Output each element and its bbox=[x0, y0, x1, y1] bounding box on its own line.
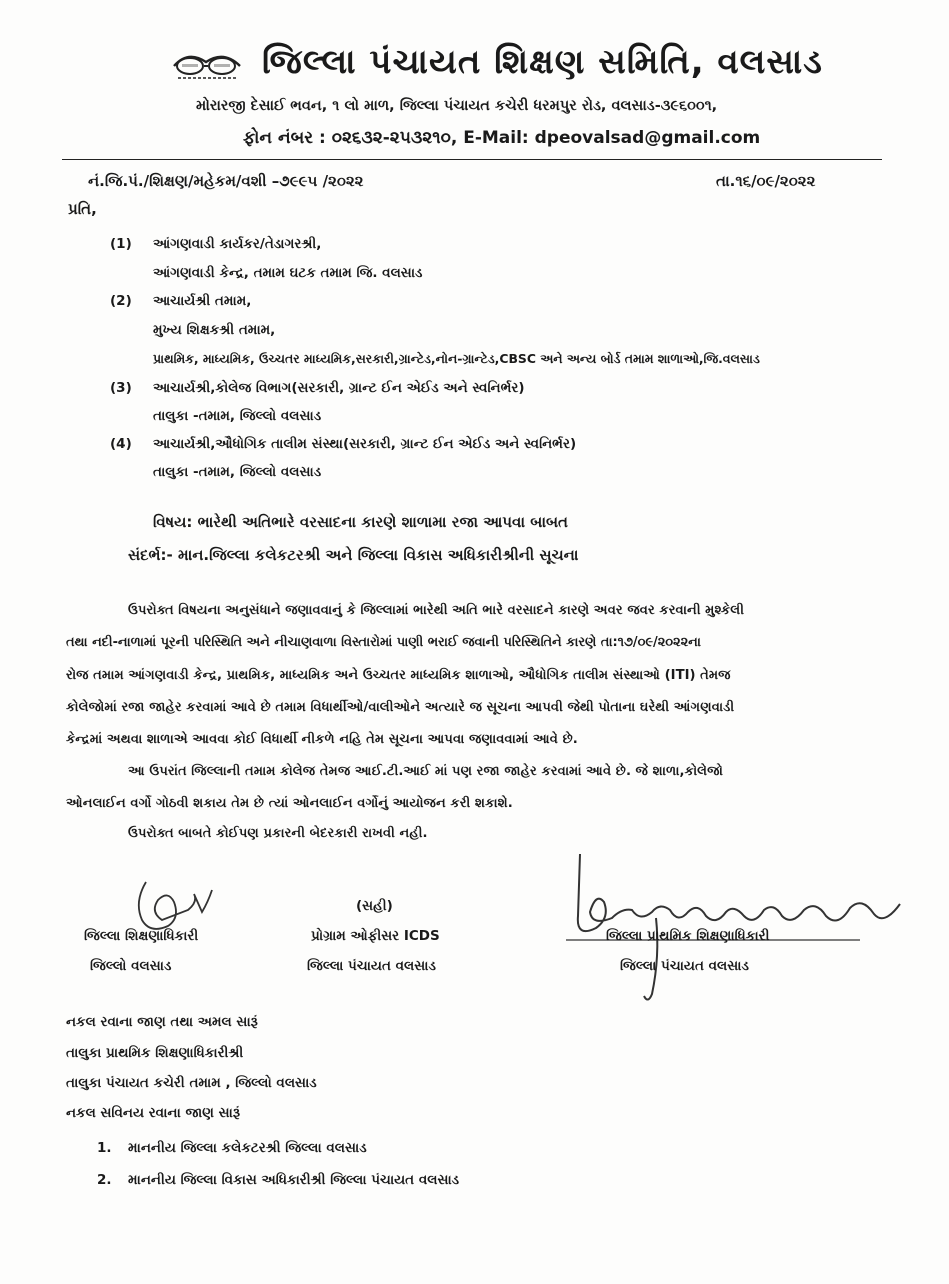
recipient-2-line3: પ્રાથમિક, માધ્યમિક, ઉચ્ચતર માધ્યમિક,સરકારી,ગ્રાન્ટેડ,નોન-ગ્રાન્ટેડ,CBSC અને અન્ય બોર્ડ તમામ શાળાઓ,જિ.વલસાડ bbox=[153, 351, 760, 366]
subject-line: વિષય: ભારેથી અતિભારે વરસાદના કારણે શાળામા રજા આપવા બાબત bbox=[153, 513, 568, 531]
header-divider bbox=[62, 159, 882, 160]
letter-date: તા.૧૬/૦૯/૨૦૨૨ bbox=[716, 172, 816, 190]
phone-number: ફોન નંબર : ૦૨૬૩૨-૨૫૩૨૧૦, bbox=[243, 128, 458, 148]
recipient-3-number: (3) bbox=[110, 380, 132, 396]
middle-signatory-place: જિલ્લા પંચાયત વલસાડ bbox=[307, 958, 436, 974]
recipient-4-line1: આચાર્યશ્રી,ઔધોગિક તાલીમ સંસ્થા(સરકારી, ગ્રાન્ટ ઈન એઈડ અને સ્વનિર્ભર) bbox=[153, 436, 577, 452]
paragraph-1-line-3: રોજ તમામ આંગણવાડી કેન્દ્ર, પ્રાથમિક, માધ્યમિક અને ઉચ્ચતર માધ્યમિક શાળાઓ, ઔધોગિક તાલીમ સંસ્થાઓ (ITI) તેમજ bbox=[66, 668, 731, 683]
recipient-4-number: (4) bbox=[110, 436, 132, 452]
paragraph-2-line-1: આ ઉપરાંત જિલ્લાની તમામ કોલેજ તેમજ આઈ.ટી.આઈ માં પણ રજા જાહેર કરવામાં આવે છે. જે શાળા,કોલેજો bbox=[128, 764, 723, 779]
copy-line-3: તાલુકા પંચાયત કચેરી તમામ , જિલ્લો વલસાડ bbox=[66, 1075, 317, 1091]
office-title: જિલ્લા પંચાયત શિક્ષણ સમિતિ, વલસાડ bbox=[262, 42, 823, 82]
copy-item-1-text: માનનીય જિલ્લા કલેકટરશ્રી જિલ્લા વલસાડ bbox=[128, 1140, 367, 1156]
paragraph-1-line-4: કોલેજોમાં રજા જાહેર કરવામાં આવે છે તમામ વિધાર્થીઓ/વાલીઓને અત્યારે જ સૂચના આપવી જેથી પોતાના ઘરેથી આંગણવાડી bbox=[66, 700, 735, 715]
right-signatory-title: જિલ્લા પ્રાથમિક શિક્ષણાધિકારી bbox=[606, 928, 770, 944]
recipient-3-line2: તાલુકા -તમામ, જિલ્લો વલસાડ bbox=[153, 408, 322, 424]
copy-item-1-number: 1. bbox=[97, 1140, 112, 1156]
recipient-1-line1: આંગણવાડી કાર્યકર/તેડાગરશ્રી, bbox=[153, 236, 322, 252]
emblem-logo bbox=[168, 44, 246, 84]
copy-line-4: નકલ સવિનય રવાના જાણ સારૂં bbox=[66, 1105, 241, 1121]
left-signatory-place: જિલ્લો વલસાડ bbox=[90, 958, 172, 974]
copy-line-1: નકલ રવાના જાણ તથા અમલ સારૂં bbox=[66, 1014, 258, 1030]
email-address: E-Mail: dpeovalsad@gmail.com bbox=[463, 128, 761, 148]
middle-signatory-title: પ્રોગ્રામ ઓફીસર ICDS bbox=[311, 928, 440, 944]
to-label: પ્રતિ, bbox=[68, 200, 97, 218]
right-signatory-place: જિલ્લા પંચાયત વલસાડ bbox=[620, 958, 749, 974]
office-address: મોરારજી દેસાઈ ભવન, ૧ લો માળ, જિલ્લા પંચાયત કચેરી ધરમપુર રોડ, વલસાડ-૩૯૬૦૦૧, bbox=[196, 98, 718, 114]
reference-line: સંદર્ભ:- માન.જિલ્લા કલેકટરશ્રી અને જિલ્લા વિકાસ અધિકારીશ્રીની સૂચના bbox=[128, 546, 579, 564]
paragraph-1-line-5: કેન્દ્રમાં અથવા શાળાએ આવવા કોઈ વિધાર્થી નીકળે નહિ તેમ સૂચના આપવા જણાવવામાં આવે છે. bbox=[66, 732, 578, 747]
recipient-3-line1: આચાર્યશ્રી,કોલેજ વિભાગ(સરકારી, ગ્રાન્ટ ઈન એઈડ અને સ્વનિર્ભર) bbox=[153, 380, 525, 396]
copy-item-2-text: માનનીય જિલ્લા વિકાસ અધિકારીશ્રી જિલ્લા પંચાયત વલસાડ bbox=[128, 1172, 460, 1188]
primary-education-officer-signature bbox=[560, 846, 910, 1006]
recipient-4-line2: તાલુકા -તમામ, જિલ્લો વલસાડ bbox=[153, 464, 322, 480]
paragraph-2-line-2: ઓનલાઈન વર્ગો ગોઠવી શકાય તેમ છે ત્યાં ઓનલાઈન વર્ગોનું આયોજન કરી શકાશે. bbox=[66, 796, 513, 811]
office-phone bbox=[243, 128, 760, 148]
recipient-2-line2: મુખ્ય શિક્ષકશ્રી તમામ, bbox=[153, 322, 276, 338]
recipient-1-line2: આંગણવાડી કેન્દ્ર, તમામ ઘટક તમામ જિ. વલસાડ bbox=[153, 265, 423, 281]
left-signatory-title: જિલ્લા શિક્ષણાધિકારી bbox=[84, 928, 199, 944]
copy-line-2: તાલુકા પ્રાથમિક શિક્ષણાધિકારીશ્રી bbox=[66, 1045, 244, 1061]
paragraph-1-line-1: ઉપરોક્ત વિષયના અનુસંધાને જણાવવાનું કે જિલ્લામાં ભારેથી અતિ ભારે વરસાદને કારણે અવર જવર કરવાની મુશ્કેલી bbox=[128, 603, 744, 618]
middle-signed-mark: (સહી) bbox=[356, 898, 393, 914]
paragraph-1-line-2: તથા નદી-નાળામાં પૂરની પરિસ્થિતિ અને નીચાણવાળા વિસ્તારોમાં પાણી ભરાઈ જવાની પરિસ્થિતિને કારણે તા:૧૭/૦૯/૨૦૨૨ના bbox=[66, 635, 701, 650]
paragraph-3: ઉપરોક્ત બાબતે કોઈપણ પ્રકારની બેદરકારી રાખવી નહી. bbox=[128, 826, 428, 841]
recipient-2-number: (2) bbox=[110, 293, 132, 309]
recipient-1-number: (1) bbox=[110, 236, 132, 252]
copy-item-2-number: 2. bbox=[97, 1172, 112, 1188]
recipient-2-line1: આચાર્યશ્રી તમામ, bbox=[153, 293, 252, 309]
reference-number: નં.જિ.પં./શિક્ષણ/મહેકમ/વશી –૭૯૯૫ /૨૦૨૨ bbox=[88, 172, 364, 190]
